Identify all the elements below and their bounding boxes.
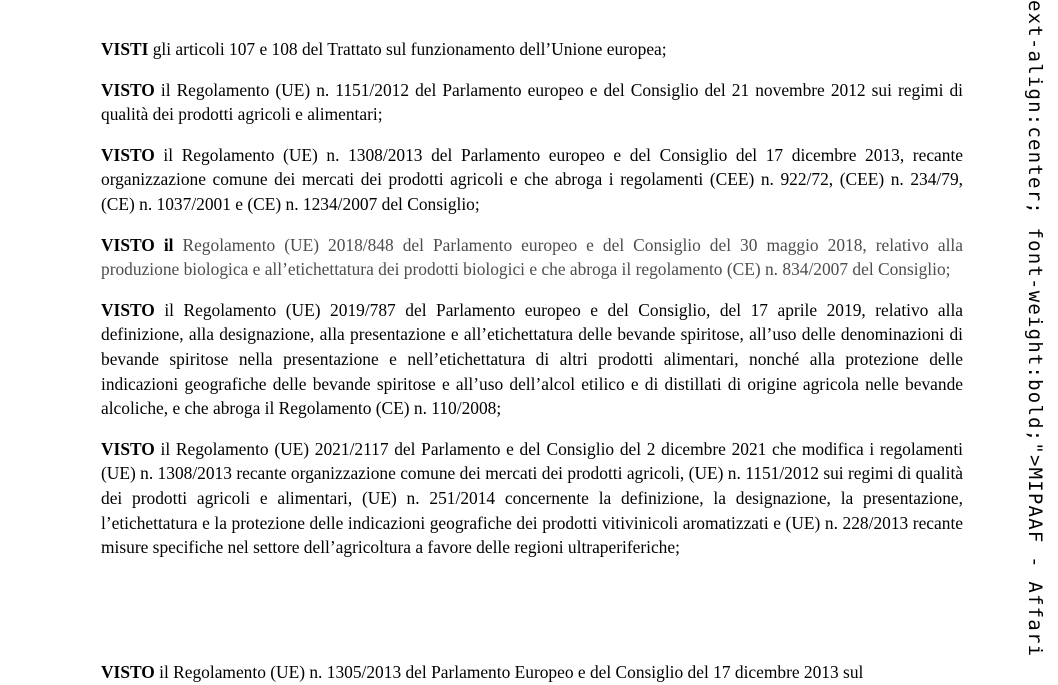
paragraph-text: il Regolamento (UE) n. 1151/2012 del Parlamento europeo e del Consiglio del 21 novembre 2012 sui regimi di qualità dei prodotti agricoli e alimentari; [101, 79, 963, 125]
paragraph-text: il Regolamento (UE) 2019/787 del Parlamento europeo e del Consiglio, del 17 aprile 2019, relativo alla definizione, alla designazione, alla presentazione e all’etichettatura delle bevande spiritose, all’uso delle denominazioni di bevande spiritose nella presentazione e nell’etichettatura di altri prodotti alimentari, nonché alla protezione delle indicazioni geografiche delle bevande spiritose e all’uso dell’alcol etilico e di distillati di origine agricola nelle bevande alcoliche, e che abroga il Regolamento (CE) n. 110/2008; [101, 299, 963, 419]
paragraph-keyword: VISTI [101, 39, 149, 59]
paragraph-reg-2021-2117 [101, 437, 963, 560]
paragraph-text: il Regolamento (UE) n. 1305/2013 del Parlamento Europeo e del Consiglio del 17 dicembre 2013 sul [154, 662, 864, 682]
paragraph-articoli-trattato [101, 37, 963, 62]
paragraph-reg-2018-848 [101, 233, 963, 282]
paragraph-text: Regolamento (UE) 2018/848 del Parlamento europeo e del Consiglio del 30 maggio 2018, relativo alla produzione biologica e all’etichettatura dei prodotti biologici e che abroga il regolamento (CE) n. 834/2007 del Consiglio; [101, 234, 963, 280]
paragraph-text: il Regolamento (UE) 2021/2117 del Parlamento e del Consiglio del 2 dicembre 2021 che modifica i regolamenti (UE) n. 1308/2013 recante organizzazione comune dei mercati dei prodotti agricoli, (UE) n. 1151/2012 sui regimi di qualità dei prodotti agricoli e alimentari, (UE) n. 251/2014 concernente la definizione, la designazione, la presentazione, l’etichettatura e la protezione delle indicazioni geografiche dei prodotti vitivinicoli aromatizzati e (UE) n. 228/2013 recante misure specifiche nel settore dell’agricoltura a favore delle regioni ultraperiferiche; [101, 438, 963, 558]
paragraph-reg-1305-2013-cut [101, 660, 963, 685]
paragraph-reg-2019-787 [101, 298, 963, 421]
document-page [101, 37, 963, 576]
paragraph-keyword: VISTO [101, 662, 155, 682]
paragraph-text: il Regolamento (UE) n. 1308/2013 del Parlamento europeo e del Consiglio del 17 dicembre 2013, recante organizzazione comune dei mercati dei prodotti agricoli e che abroga i regolamenti (CEE) n. 922/72, (CEE) n. 234/79, (CE) n. 1037/2001 e (CE) n. 1234/2007 del Consiglio; [101, 144, 963, 214]
paragraph-keyword: VISTO [101, 299, 155, 320]
paragraph-keyword: VISTO il [101, 234, 174, 255]
paragraph-keyword: VISTO [101, 144, 155, 165]
paragraph-reg-1151-2012 [101, 78, 963, 127]
paragraph-keyword: VISTO [101, 438, 155, 459]
side-code-text: ext-align:center; font-weight:bold;">MIPAAF - Affari [1024, 0, 1046, 658]
paragraph-reg-1308-2013 [101, 143, 963, 217]
paragraph-text: gli articoli 107 e 108 del Trattato sul funzionamento dell’Unione europea; [148, 39, 667, 59]
paragraph-keyword: VISTO [101, 79, 155, 100]
